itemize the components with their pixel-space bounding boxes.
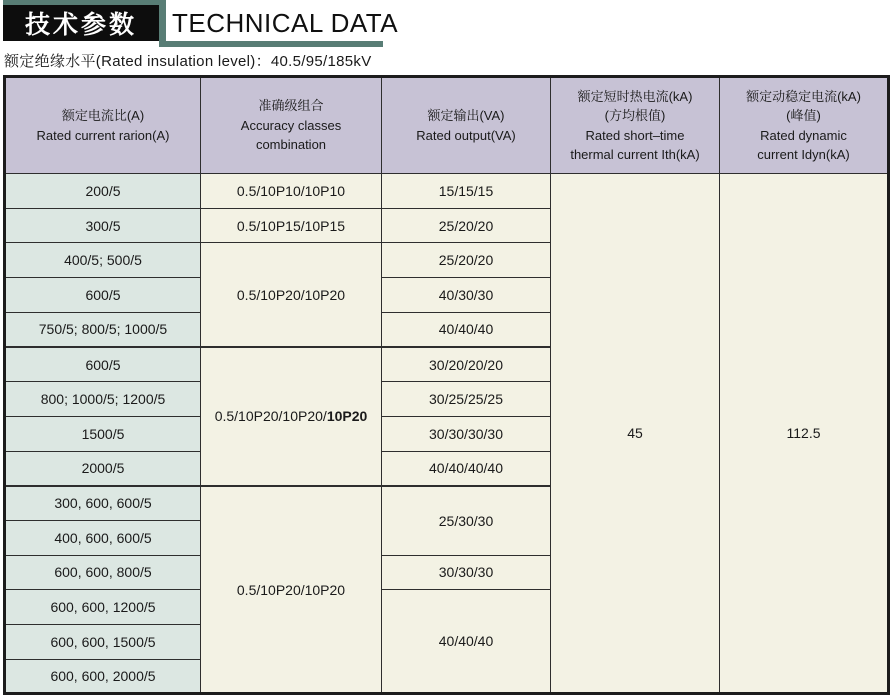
technical-data-table [3, 75, 890, 695]
table-row [5, 174, 889, 209]
current-ratio-cell: 600, 600, 2000/5 [5, 659, 201, 694]
current-ratio-cell: 1500/5 [5, 416, 201, 451]
accuracy-cell: 0.5/10P20/10P20 [201, 486, 382, 694]
dynamic-current-cell: 112.5 [720, 174, 889, 694]
output-cell: 40/30/30 [382, 278, 551, 313]
current-ratio-cell: 800; 1000/5; 1200/5 [5, 382, 201, 417]
header-row [5, 77, 889, 174]
output-cell: 40/40/40/40 [382, 451, 551, 486]
current-ratio-cell: 400/5; 500/5 [5, 243, 201, 278]
thermal-current-cell: 45 [551, 174, 720, 694]
header-rated-current-ratio: 额定电流比(A) Rated current rarion(A) [5, 77, 201, 174]
output-cell: 30/20/20/20 [382, 347, 551, 382]
title-cn: 技术参数 [24, 11, 137, 39]
current-ratio-cell: 2000/5 [5, 451, 201, 486]
rated-insulation-level-text: 额定绝缘水平(Rated insulation level)：40.5/95/185kV [4, 53, 372, 70]
header-accuracy-classes: 准确级组合 Accuracy classes combination [201, 77, 382, 174]
header-dynamic-current: 额定动稳定电流(kA) (峰值) Rated dynamic current Idyn(kA) [720, 77, 889, 174]
current-ratio-cell: 300/5 [5, 208, 201, 243]
current-ratio-cell: 600, 600, 800/5 [5, 555, 201, 590]
title-banner [0, 0, 890, 47]
output-cell: 25/30/30 [382, 486, 551, 555]
accuracy-bold-segment: 10P20 [326, 408, 368, 425]
output-cell: 40/40/40 [382, 312, 551, 347]
current-ratio-cell: 300, 600, 600/5 [5, 486, 201, 521]
header-thermal-current: 额定短时热电流(kA) (方均根值) Rated short–time thermal current Ith(kA) [551, 77, 720, 174]
output-cell: 40/40/40 [382, 590, 551, 694]
title-underline [159, 41, 383, 47]
output-cell: 30/30/30/30 [382, 416, 551, 451]
output-cell: 30/25/25/25 [382, 382, 551, 417]
output-cell: 25/20/20 [382, 243, 551, 278]
title-en: TECHNICAL DATA [172, 8, 399, 38]
accuracy-cell: 0.5/10P15/10P15 [201, 208, 382, 243]
output-cell: 15/15/15 [382, 174, 551, 209]
output-cell: 25/20/20 [382, 208, 551, 243]
current-ratio-cell: 600, 600, 1500/5 [5, 624, 201, 659]
current-ratio-cell: 200/5 [5, 174, 201, 209]
accuracy-cell: 0.5/10P10/10P10 [201, 174, 382, 209]
current-ratio-cell: 750/5; 800/5; 1000/5 [5, 312, 201, 347]
accuracy-cell: 0.5/10P20/10P20/10P20 [201, 347, 382, 486]
title-cn-box [3, 5, 159, 41]
current-ratio-cell: 600/5 [5, 278, 201, 313]
current-ratio-cell: 400, 600, 600/5 [5, 520, 201, 555]
header-rated-output: 额定输出(VA) Rated output(VA) [382, 77, 551, 174]
accuracy-cell: 0.5/10P20/10P20 [201, 243, 382, 347]
output-cell: 30/30/30 [382, 555, 551, 590]
current-ratio-cell: 600/5 [5, 347, 201, 382]
current-ratio-cell: 600, 600, 1200/5 [5, 590, 201, 625]
